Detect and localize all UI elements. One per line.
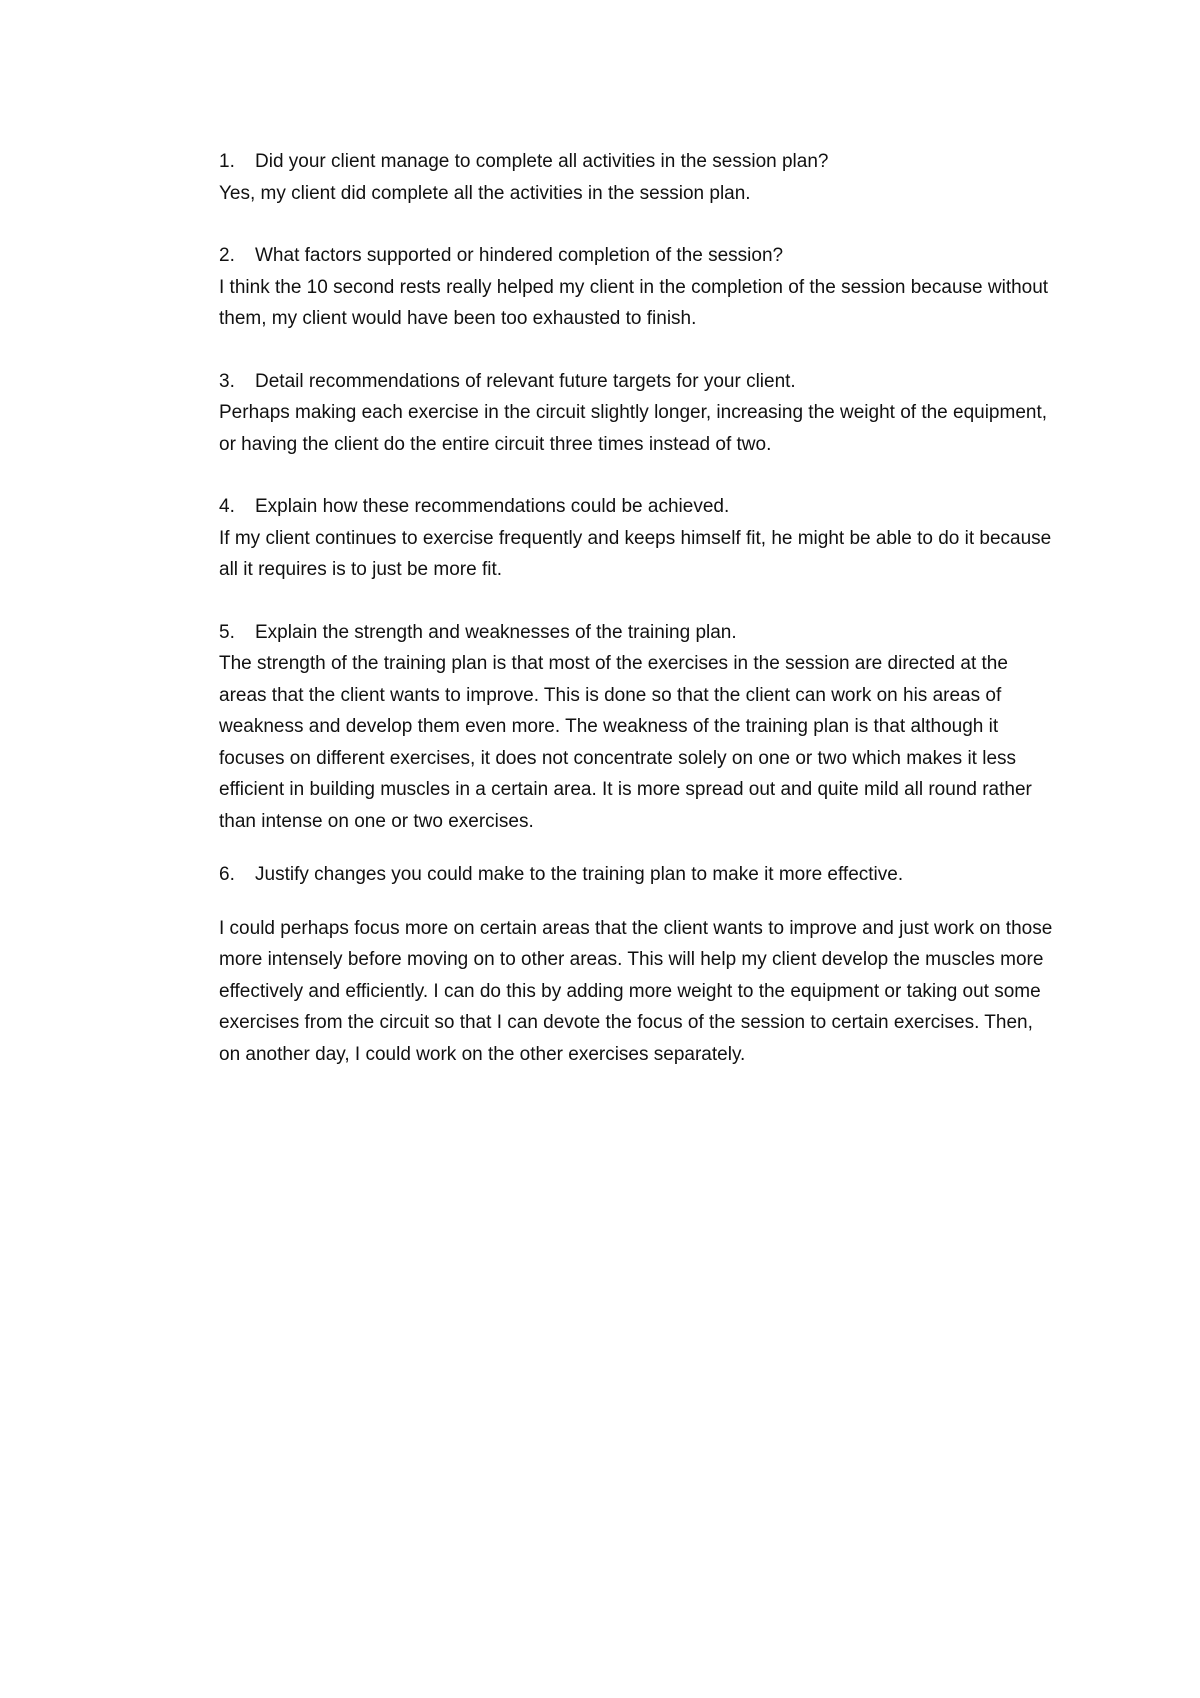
answer-1: Yes, my client did complete all the activities in the session plan. [219, 182, 751, 204]
question-text: What factors supported or hindered completion of the session? [255, 245, 784, 266]
answer-3: Perhaps making each exercise in the circuit slightly longer, increasing the weight of the equipment, or having the client do the entire circuit three times instead of two. [219, 402, 1048, 455]
question-text: Justify changes you could make to the training plan to make it more effective. [255, 864, 904, 885]
answer-5: The strength of the training plan is that most of the exercises in the session are directed at the areas that the client wants to improve. This is done so that the client can work on his areas of weakness and develop them even more. The weakness of the training plan is that although it focuses on different exercises, it does not concentrate solely on one or two which makes it less efficient in building muscles in a certain area. It is more spread out and quite mild all round rather than intense on one or two exercises. [219, 653, 1032, 832]
answer-4: If my client continues to exercise frequently and keeps himself fit, he might be able to do it because all it requires is to just be more fit. [219, 527, 1052, 580]
question-text: Did your client manage to complete all activities in the session plan? [255, 151, 829, 172]
question-3 [219, 366, 1059, 398]
question-1 [219, 146, 1059, 178]
question-number: 1. [219, 151, 235, 172]
qa-item-6 [219, 859, 1059, 1070]
question-4 [219, 491, 1059, 523]
qa-item-3 [219, 366, 1059, 461]
qa-item-4 [219, 491, 1059, 586]
question-2 [219, 240, 1059, 272]
document-body [219, 146, 1059, 1070]
question-number: 3. [219, 370, 235, 392]
qa-item-2 [219, 240, 1059, 335]
question-5 [219, 617, 1059, 649]
question-number: 2. [219, 245, 235, 266]
answer-6: I could perhaps focus more on certain areas that the client wants to improve and just work on those more intensely before moving on to other areas. This will help my client develop the muscles more effectively and efficiently. I can do this by adding more weight to the equipment or taking out some exercises from the circuit so that I can devote the focus of the session to certain exercises. Then, on another day, I could work on the other exercises separately. [219, 917, 1053, 1065]
answer-2: I think the 10 second rests really helped my client in the completion of the session because without them, my client would have been too exhausted to finish. [219, 276, 1049, 329]
question-number: 6. [219, 864, 235, 885]
question-text: Explain the strength and weaknesses of the training plan. [255, 621, 737, 643]
question-text: Explain how these recommendations could be achieved. [255, 496, 730, 517]
question-6 [219, 859, 1059, 891]
question-number: 5. [219, 621, 235, 643]
qa-item-1 [219, 146, 1059, 209]
question-text: Detail recommendations of relevant future targets for your client. [255, 370, 796, 392]
question-number: 4. [219, 496, 235, 517]
qa-item-5 [219, 617, 1059, 838]
